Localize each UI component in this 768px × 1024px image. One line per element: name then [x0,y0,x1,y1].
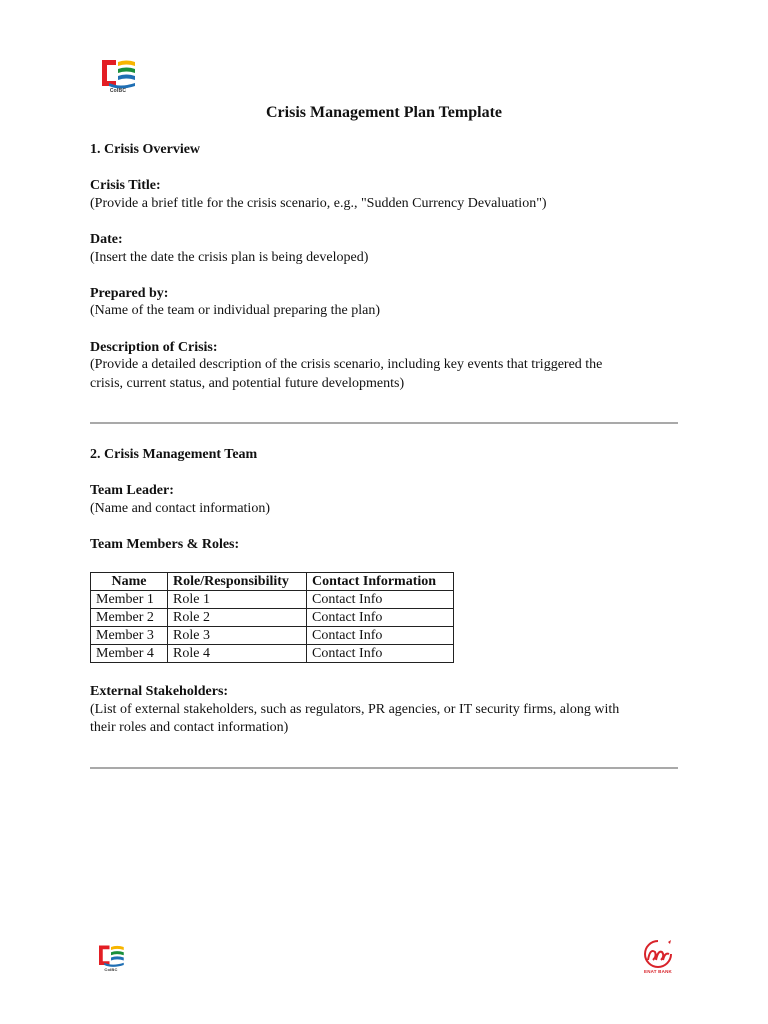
table-cell-contact: Contact Info [307,609,454,627]
description-label: Description of Crisis: [90,340,218,355]
team-leader-label: Team Leader: [90,483,174,498]
date-text: (Insert the date the crisis plan is being developed) [90,250,369,265]
description-text-line1: (Provide a detailed description of the crisis scenario, including key events that triggered the [90,357,603,372]
crisis-title-label: Crisis Title: [90,178,161,193]
external-stakeholders-text-line1: (List of external stakeholders, such as regulators, PR agencies, or IT security firms, along with [90,702,620,717]
section-heading-crisis-team: 2. Crisis Management Team [90,447,258,462]
external-stakeholders-text-line2: their roles and contact information) [90,720,289,735]
section-divider [90,767,678,769]
table-cell-name: Member 4 [91,645,168,663]
table-cell-role: Role 4 [168,645,307,663]
table-cell-role: Role 2 [168,609,307,627]
table-row [91,627,454,645]
table-cell-contact: Contact Info [307,645,454,663]
table-cell-name: Member 3 [91,627,168,645]
table-header-row [91,573,454,591]
description-text-line2: crisis, current status, and potential future developments) [90,376,405,391]
team-members-table [90,572,454,663]
table-row [91,591,454,609]
logo-caption: CoIBC [109,88,127,94]
prepared-by-label: Prepared by: [90,286,169,301]
table-row [91,609,454,627]
team-leader-text: (Name and contact information) [90,501,270,516]
crisis-title-text: (Provide a brief title for the crisis scenario, e.g., "Sudden Currency Devaluation") [90,196,547,211]
enat-bank-caption: ENAT BANK [644,969,672,974]
table-cell-contact: Contact Info [307,627,454,645]
table-header-contact: Contact Information [307,573,454,591]
date-label: Date: [90,232,123,247]
section-divider [90,422,678,424]
table-cell-role: Role 1 [168,591,307,609]
section-heading-crisis-overview: 1. Crisis Overview [90,142,201,157]
table-cell-name: Member 2 [91,609,168,627]
footer-logo-caption: CoIBC [104,967,118,972]
table-cell-name: Member 1 [91,591,168,609]
table-cell-role: Role 3 [168,627,307,645]
prepared-by-text: (Name of the team or individual preparing the plan) [90,303,381,318]
table-header-name: Name [91,573,168,591]
table-cell-contact: Contact Info [307,591,454,609]
team-members-label: Team Members & Roles: [90,537,240,552]
external-stakeholders-label: External Stakeholders: [90,684,229,699]
table-header-role: Role/Responsibility [168,573,307,591]
table-row [91,645,454,663]
document-title: Crisis Management Plan Template [266,104,502,121]
